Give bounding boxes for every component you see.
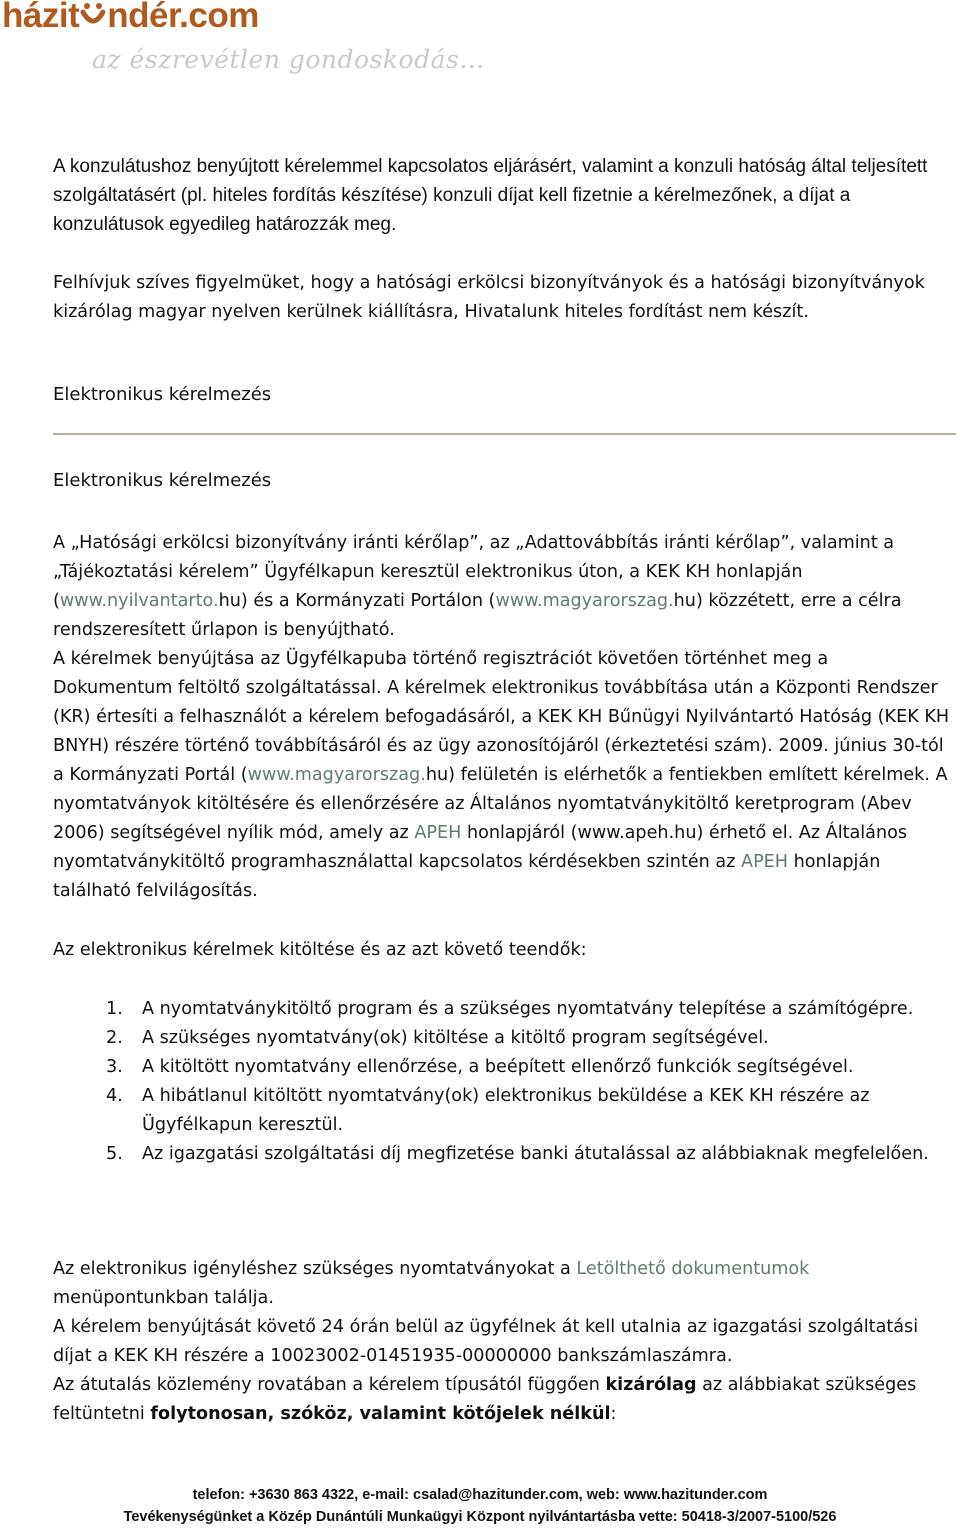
list-item [106,1082,946,1140]
link-magyarorszag-2[interactable]: www.magyarorszag. [247,765,426,785]
text: Az elektronikus igényléshez szükséges nyomtatványokat a [53,1259,577,1279]
step-number: 4. [106,1086,123,1106]
link-apeh-2[interactable]: APEH [741,852,789,872]
list-item [106,995,946,1024]
smile-icon [80,2,106,30]
para-submission-process [53,645,953,906]
step-number: 2. [106,1028,123,1048]
bold-text: folytonosan, szóköz, valamint kötőjelek nélkül [150,1404,611,1424]
steps-list [106,995,946,1169]
step-number: 3. [106,1057,123,1077]
para-consular-fee: A konzulátushoz benyújtott kérelemmel kapcsolatos eljárásért, valamint a konzuli hatóság által teljesített szolgáltatásért (pl. hiteles fordítás készítése) konzuli díjat kell fizetnie a kérelmezőnek, a díjat a konzulátusok egyedileg határozzák meg. [53,156,928,235]
bold-text: kizárólag [605,1375,697,1395]
footer-contact: telefon: +3630 863 4322, e-mail: csalad@hazitunder.com, web: www.hazitunder.com [192,1487,768,1503]
step-text: A szükséges nyomtatvány(ok) kitöltése a kitöltő program segítségével. [142,1028,769,1048]
step-text: A nyomtatványkitöltő program és a szükséges nyomtatvány telepítése a számítógépre. [142,999,914,1019]
list-item [106,1024,946,1053]
text: A „Hatósági erkölcsi bizonyítvány iránti kérőlap”, az „Adattovábbítás iránti kérőlap”, valamint a „Tájékoztatási kérelem” Ügyfélkapun keresztül elektronikus úton, a KEK KH honlapján ( [53,533,895,611]
list-item [106,1140,946,1169]
para-payment: A kérelem benyújtását követő 24 órán belül az ügyfélnek át kell utalnia az igazgatási szolgáltatási díjat a KEK KH részére a 10023002-01451935-00000000 bankszámlaszámra. [53,1317,919,1366]
text: honlapjáról (www.apeh.hu) érhető el. Az Általános nyomtatványkitöltő programhasználattal kapcsolatos kérdésekben szintén az [53,823,908,872]
logo-text-end: ndér.com [107,0,259,35]
text: hu) felületén is elérhetők a fentiekben említett kérelmek. A nyomtatványok kitöltésére és ellenőrzésére az Általános nyomtatványkitöltő keretprogram (Abev 2006) segítségével nyílik mód, amely az [53,765,948,843]
text: A kérelmek benyújtása az Ügyfélkapuba történő regisztrációt követően történhet meg a Dokumentum feltöltő szolgáltatással. A kérelmek elektronikus továbbítása után a Központi Rendszer (KR) értesíti a felhasználót a kérelem befogadásáról, a KEK KH Bűnügyi Nyilvántartó Hatóság (KEK KH BNYH) részére történő továbbításáról és az ügy azonosítójáról (érkeztetési szám). 2009. június 30-tól a Kormányzati Portál ( [53,649,950,785]
step-text: Az igazgatási szolgáltatási díj megfizetése banki átutalással az alábbiaknak megfelelően. [142,1144,929,1164]
para-language-notice: Felhívjuk szíves figyelmüket, hogy a hatósági erkölcsi bizonyítványok és a hatósági bizonyítványok kizárólag magyar nyelven kerülnek kiállításra, Hivatalunk hiteles fordítást nem készít. [53,273,925,322]
step-text: A kitöltött nyomtatvány ellenőrzése, a beépített ellenőrző funkciók segítségével. [142,1057,854,1077]
step-number: 1. [106,999,123,1019]
text: hu) és a Kormányzati Portálon ( [218,591,496,611]
link-magyarorszag[interactable]: www.magyarorszag. [495,591,674,611]
divider [53,433,956,435]
step-text: A hibátlanul kitöltött nyomtatvány(ok) elektronikus beküldése a KEK KH részére az Ügyfélkapun keresztül. [142,1086,870,1135]
section-heading: Elektronikus kérelmezés [53,384,272,405]
footer-registration: Tevékenységünket a Közép Dunántúli Munkaügyi Központ nyilvántartásba vette: 50418-3/2007-5100/526 [123,1509,837,1525]
text: az alábbiakat szükséges feltüntetni [53,1375,917,1424]
link-apeh[interactable]: APEH [414,823,462,843]
text: : [610,1404,617,1424]
para-electronic-forms [53,529,953,645]
link-downloadable-documents[interactable]: Letölthető dokumentumok [576,1259,810,1279]
text: honlapján található felvilágosítás. [53,852,881,901]
para-downloads [53,1255,953,1313]
text: Az átutalás közlemény rovatában a kérelem típusától függően [53,1375,606,1395]
logo-text-start: házit [2,0,80,35]
para-steps-intro: Az elektronikus kérelmek kitöltése és az azt követő teendők: [53,940,587,960]
step-number: 5. [106,1144,123,1164]
list-item [106,1053,946,1082]
link-nyilvantarto[interactable]: www.nyilvantarto. [59,591,219,611]
para-transfer-note [53,1371,953,1429]
site-logo [2,0,259,36]
text: hu) közzétett, erre a célra rendszeresített űrlapon is benyújtható. [53,591,902,640]
text: menüpontunkban találja. [53,1288,274,1308]
tagline: az észrevétlen gondoskodás... [92,45,485,74]
subsection-heading: Elektronikus kérelmezés [53,470,272,491]
